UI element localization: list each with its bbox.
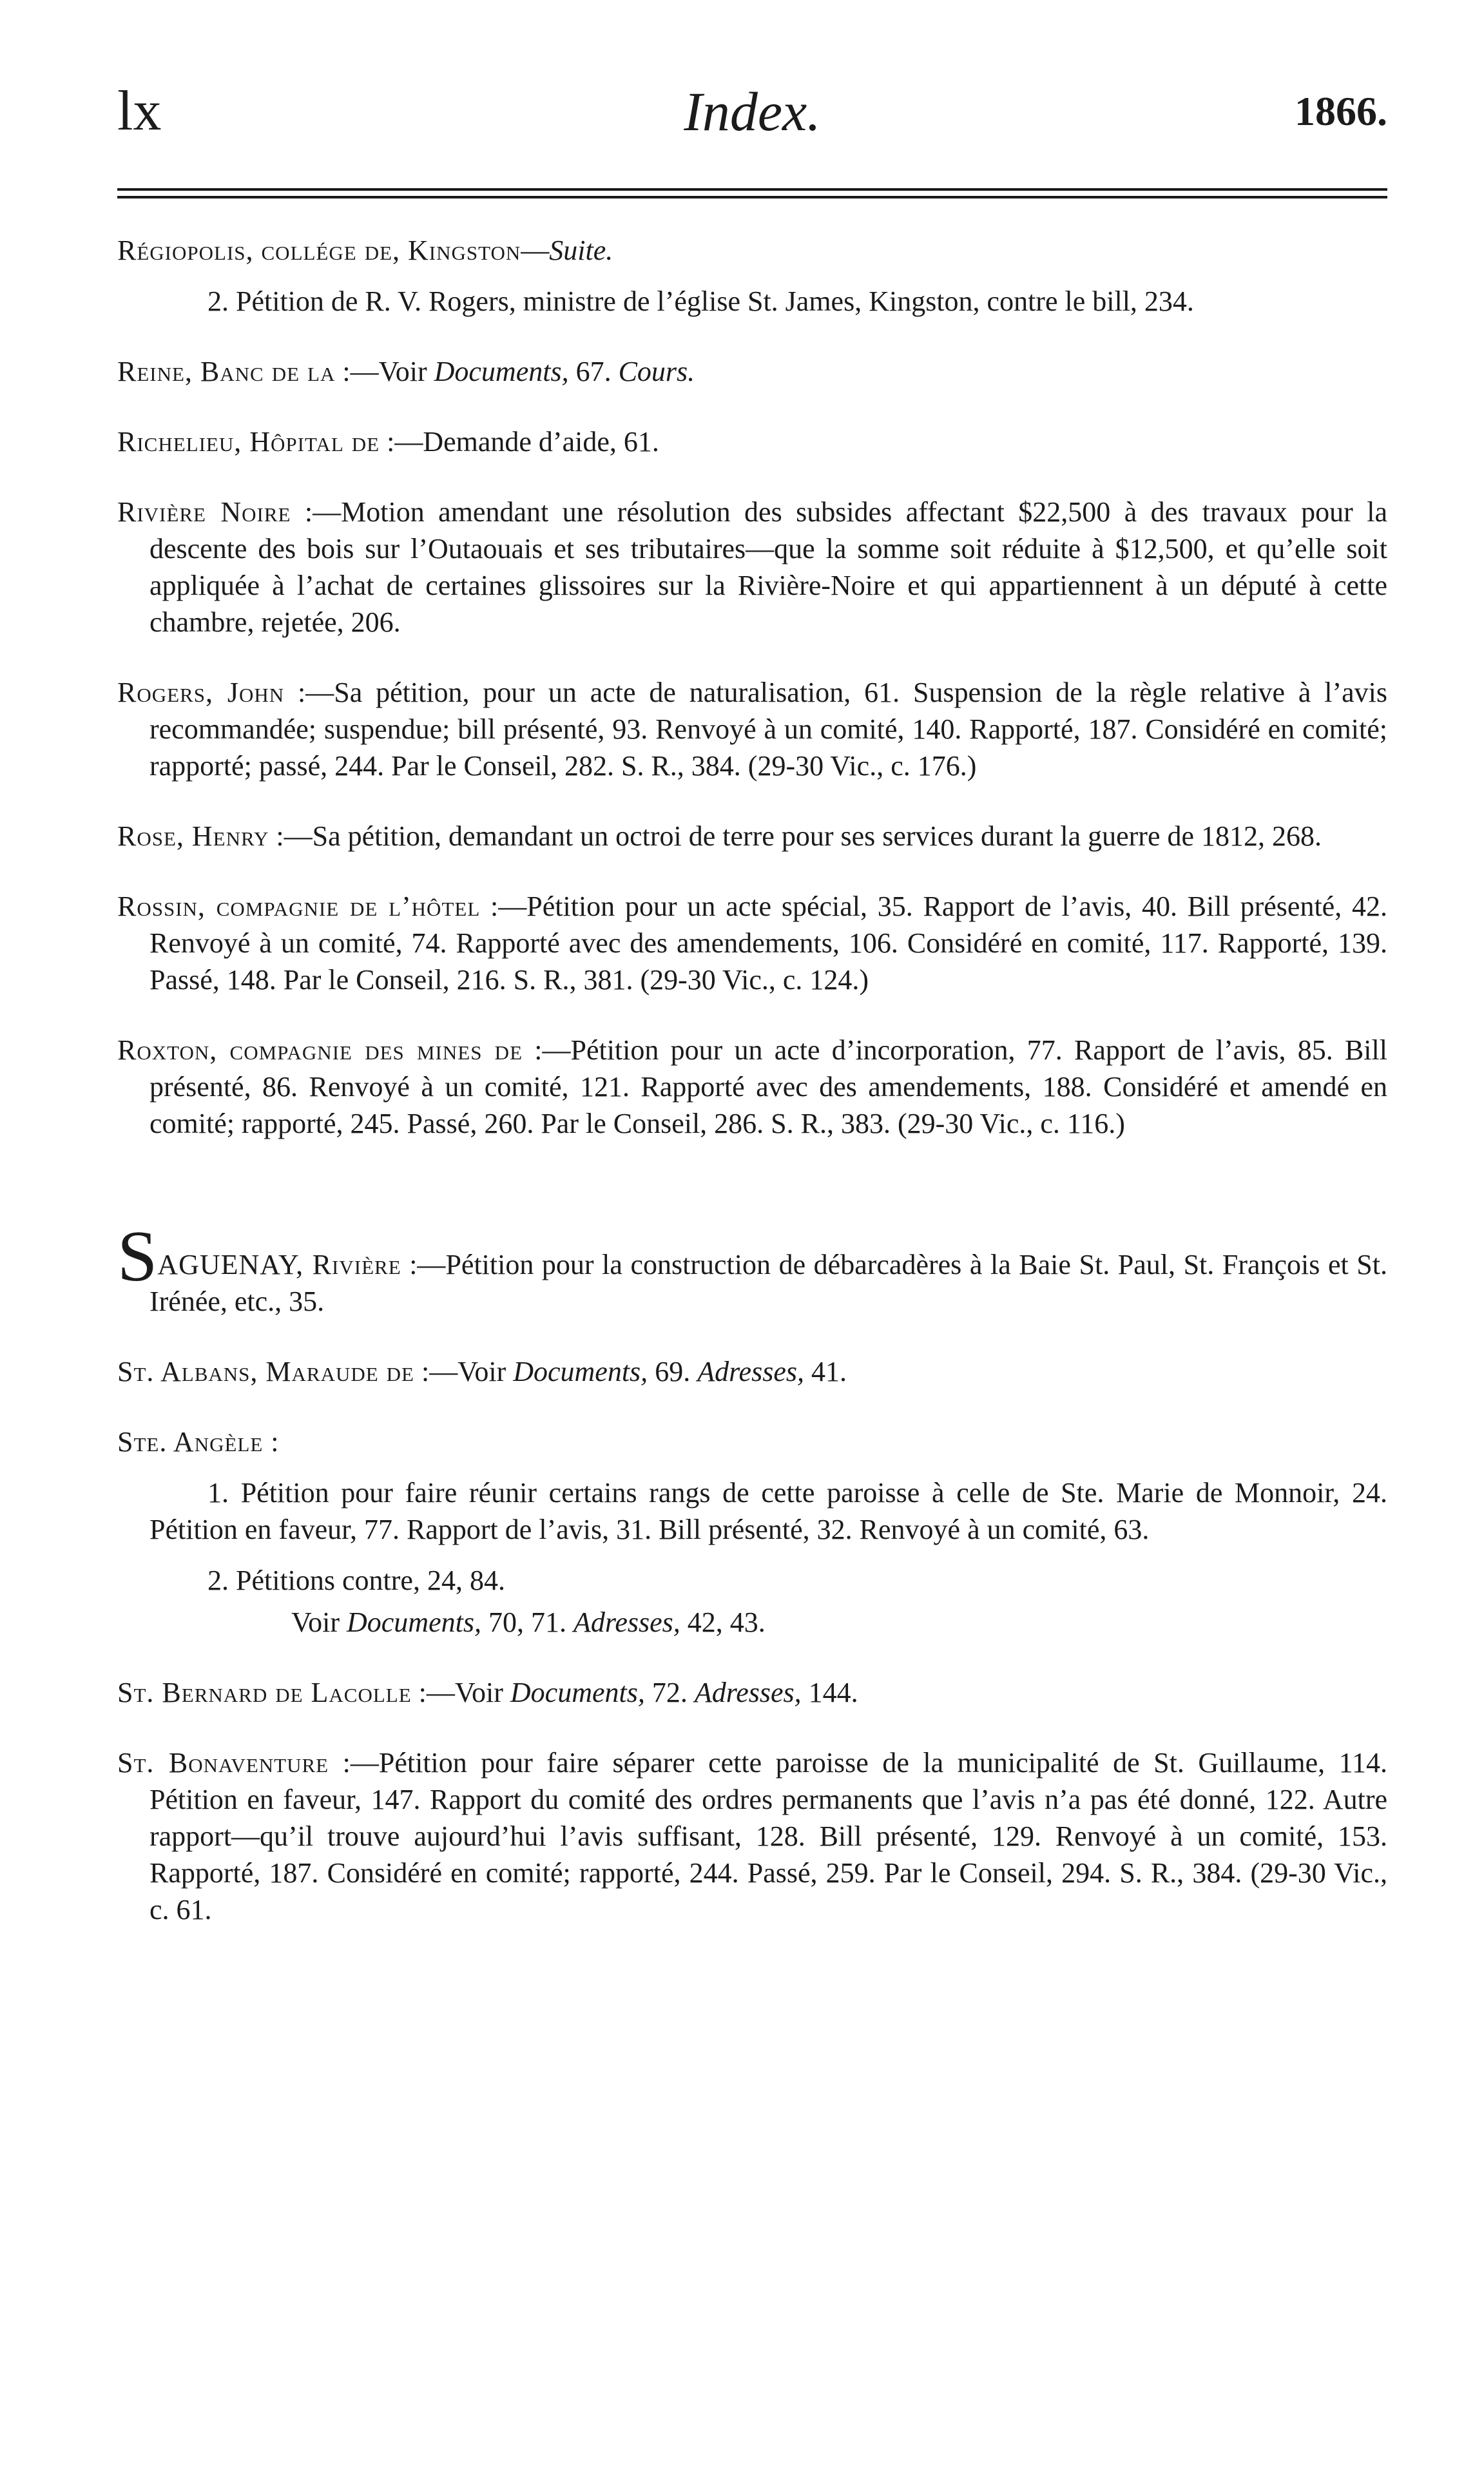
entry-heading: Ste. Angèle : — [117, 1426, 280, 1458]
index-entry-ste-angele — [117, 1423, 1387, 1460]
index-entry-saguenay — [117, 1217, 1387, 1320]
entry-heading: Rogers, John — [117, 677, 285, 708]
index-entry-st-bernard — [117, 1674, 1387, 1711]
entry-separator: :— — [480, 891, 527, 922]
entry-ref: Adresses, — [697, 1356, 804, 1387]
entry-text: Pétition pour faire séparer cette paroisse de la municipalité de St. Guillaume, 114. Pétition en faveur, 147. Rapport du comité des ordres permanents que l’avis n’a pas été donné, 122. Autre rapport—qu’il trouve aujourd’hui l’avis suffisant, 128. Bill présenté, 129. Renvoyé à un comité, 153. Rapporté, 187. Considéré en comité; rapporté, 244. Passé, 259. Par le Conseil, 294. S. R., 384. (29-30 Vic., c. 61. — [149, 1747, 1387, 1925]
entry-heading: Rossin, compagnie de l’hôtel — [117, 891, 481, 922]
entry-heading: Rose, Henry — [117, 820, 269, 852]
entry-text: 144. — [801, 1677, 858, 1708]
entry-ref: Documents, — [510, 1677, 645, 1708]
entry-subitem: 1. Pétition pour faire réunir certains rangs de cette paroisse à celle de Ste. Marie de Monnoir, 24. Pétition en faveur, 77. Rapport de l’avis, 31. Bill présenté, 32. Renvoyé à un comité, 63. — [149, 1477, 1387, 1545]
entry-separator: :— — [411, 1677, 455, 1708]
entry-text: Voir — [291, 1606, 347, 1638]
index-entry-roxton — [117, 1032, 1387, 1142]
entry-heading: St. Bonaventure — [117, 1747, 329, 1779]
entry-see-also — [117, 1604, 1387, 1641]
entry-text: Demande d’aide, 61. — [423, 426, 659, 458]
entry-separator: :— — [269, 820, 313, 852]
entry-text: 72. — [644, 1677, 695, 1708]
index-entry-rossin — [117, 888, 1387, 998]
header-rule-top — [117, 188, 1387, 191]
entry-heading: St. Albans, Maraude de — [117, 1356, 414, 1387]
entry-heading: Richelieu, Hôpital de — [117, 426, 380, 458]
entry-text: 70, 71. — [481, 1606, 573, 1638]
index-entry-rose — [117, 818, 1387, 854]
entry-ref: Documents, — [346, 1606, 481, 1638]
entry-heading: Rivière Noire — [117, 496, 291, 528]
entry-separator: — — [521, 235, 550, 266]
entry-separator: :— — [291, 496, 342, 528]
entry-text: Voir — [458, 1356, 514, 1387]
page-title: Index. — [684, 81, 821, 142]
entry-text: Motion amendant une résolution des subsides affectant $22,500 à des travaux pour la descente des bois sur l’Outaouais et ses tributaires—que la somme soit réduite à $12,500, et qu’elle soit appliquée à l’achat de certaines glissoires sur la Rivière-Noire et qui appartiennent à un député à cette chambre, rejetée, 206. — [149, 496, 1387, 638]
entry-subitem: 2. Pétition de R. V. Rogers, ministre de l’église St. James, Kingston, contre le bill, 234. — [207, 285, 1194, 317]
entry-text: Pétition pour un acte spécial, 35. Rapport de l’avis, 40. Bill présenté, 42. Renvoyé à un comité, 74. Rapporté avec des amendements, 106. Considéré en comité, 117. Rapporté, 139. Passé, 148. Par le Conseil, 216. S. R., 381. (29-30 Vic., c. 124.) — [149, 891, 1387, 996]
entry-heading: St. Bernard de Lacolle — [117, 1677, 412, 1708]
entry-separator: :— — [380, 426, 423, 458]
entry-text: 41. — [804, 1356, 847, 1387]
entry-heading: AGUENAY, Rivière — [157, 1249, 401, 1280]
index-entry-riviere-noire — [117, 494, 1387, 641]
index-entry-regiopolis — [117, 232, 1387, 269]
entry-separator: :— — [335, 356, 379, 387]
header-rule-bottom — [117, 196, 1387, 198]
entry-text: Voir — [454, 1677, 510, 1708]
page-header — [117, 76, 1387, 147]
entry-separator: :— — [329, 1747, 379, 1779]
index-entry-st-albans — [117, 1353, 1387, 1390]
entry-ref: Adresses, — [694, 1677, 802, 1708]
entry-heading: Roxton, compagnie des mines de — [117, 1034, 523, 1066]
index-entry-st-bonaventure — [117, 1744, 1387, 1928]
entry-separator: :— — [414, 1356, 458, 1387]
entry-text: 42, 43. — [680, 1606, 766, 1638]
entry-ref: Documents, — [513, 1356, 648, 1387]
entry-text: Sa pétition, pour un acte de naturalisation, 61. Suspension de la règle relative à l’avis recommandée; suspendue; bill présenté, 93. Renvoyé à un comité, 140. Rapporté, 187. Considéré en comité; rapporté; passé, 244. Par le Conseil, 282. S. R., 384. (29-30 Vic., c. 176.) — [149, 677, 1388, 782]
entry-separator: :— — [523, 1034, 571, 1066]
entry-text: 69. — [648, 1356, 698, 1387]
entry-text: Pétition pour la construction de débarcadères à la Baie St. Paul, St. François et St. Irénée, etc., 35. — [149, 1249, 1387, 1317]
index-entry-richelieu — [117, 423, 1387, 460]
page-year: 1866. — [1295, 88, 1387, 134]
entry-ref: Cours. — [618, 356, 695, 387]
entry-text: 67. — [568, 356, 619, 387]
section-initial: S — [117, 1217, 158, 1297]
entry-text: Sa pétition, demandant un octroi de terre pour ses services durant la guerre de 1812, 268. — [312, 820, 1322, 852]
entry-note: Suite. — [549, 235, 613, 266]
entry-text: Pétition pour un acte d’incorporation, 77. Rapport de l’avis, 85. Bill présenté, 86. Renvoyé à un comité, 121. Rapporté avec des amendements, 188. Considéré et amendé en comité; rapporté, 245. Passé, 260. Par le Conseil, 286. S. R., 383. (29-30 Vic., c. 116.) — [149, 1034, 1387, 1139]
entry-ref: Adresses, — [573, 1606, 680, 1638]
entry-text: Voir — [378, 356, 434, 387]
entry-ref: Documents, — [434, 356, 569, 387]
entry-heading: Reine, Banc de la — [117, 356, 336, 387]
index-entry-rogers — [117, 674, 1387, 784]
entry-heading: Régiopolis, collége de, Kingston — [117, 235, 521, 266]
entry-separator: :— — [284, 677, 334, 708]
entry-separator: :— — [401, 1249, 446, 1280]
entry-subitem: 2. Pétitions contre, 24, 84. — [207, 1565, 505, 1596]
index-entries — [117, 232, 1387, 1962]
index-entry-reine — [117, 353, 1387, 390]
page-number: lx — [117, 80, 162, 142]
